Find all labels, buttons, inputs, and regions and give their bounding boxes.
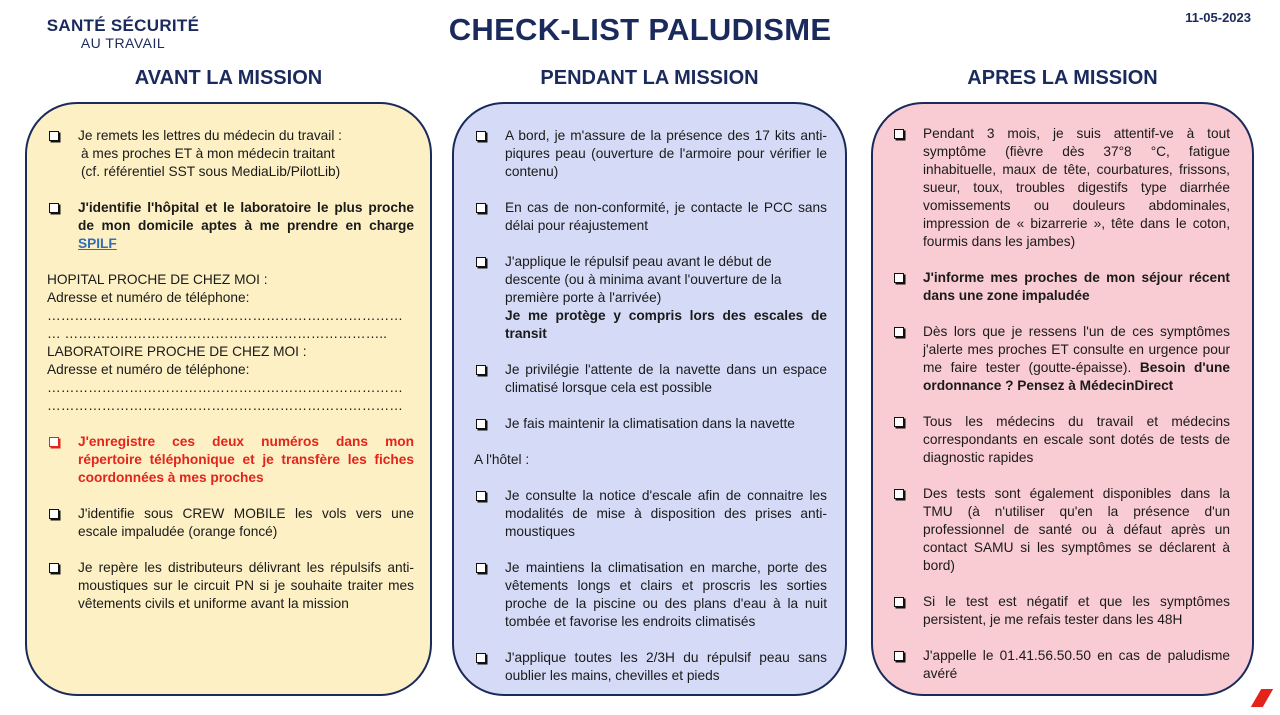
checklist-item (892, 413, 1230, 467)
panel-during-mission (452, 102, 847, 696)
hospital-fill-line[interactable]: … …………………………………………………………….. (47, 326, 387, 341)
checkbox-icon[interactable] (894, 129, 904, 139)
hospital-title: HOPITAL PROCHE DE CHEZ MOI : (47, 272, 268, 287)
item-text: Je remets les lettres du médecin du travail : (78, 128, 342, 143)
item-text: Je maintiens la climatisation en marche, porte des vêtements longs et clairs et proscris les sorties proche de la piscine ou des plans d'eau à la nuit tombée et favorise les endroits climatisés (505, 560, 827, 629)
checklist-item-alert (47, 433, 414, 487)
checkbox-icon[interactable] (894, 489, 904, 499)
item-text: En cas de non-conformité, je contacte le PCC sans délai pour réajustement (505, 200, 827, 233)
hospital-fill-line[interactable]: …………………………………………………………………… (47, 308, 403, 323)
hospital-subtitle: Adresse et numéro de téléphone: (47, 290, 250, 305)
checklist-item (474, 253, 827, 343)
checklist-item (474, 559, 827, 631)
heading-before-mission: AVANT LA MISSION (134, 67, 323, 89)
item-text: J'applique toutes les 2/3H du répulsif peau sans oublier les mains, chevilles et pieds (505, 650, 827, 683)
item-text-bold: Besoin d'une ordonnance ? Pensez à MédecinDirect (923, 360, 1230, 393)
item-text: J'enregistre ces deux numéros dans mon répertoire téléphonique et je transfère les fiches coordonnées à mes proches (78, 434, 414, 485)
item-text-bold: Je me protège y compris lors des escales de transit (505, 308, 827, 341)
item-text: (cf. référentiel SST sous MediaLib/PilotLib) (81, 164, 341, 179)
hospital-address-block (47, 271, 414, 415)
lab-title: LABORATOIRE PROCHE DE CHEZ MOI : (47, 344, 307, 359)
checkbox-icon[interactable] (894, 651, 904, 661)
checklist-item (892, 125, 1230, 251)
checklist-item (474, 127, 827, 181)
hotel-label: A l'hôtel : (474, 452, 530, 467)
item-text: Dès lors que je ressens l'un de ces symptômes j'alerte mes proches ET consulte en urgence pour me faire tester (goutte-épaisse). (923, 324, 1230, 375)
checkbox-icon[interactable] (894, 597, 904, 607)
checklist-item (474, 487, 827, 541)
heading-after-mission: APRES LA MISSION (967, 67, 1158, 89)
item-text: Je repère les distributeurs délivrant les répulsifs anti-moustiques sur le circuit PN si je souhaite traiter mes vêtements civils et uniforme avant la mission (78, 560, 414, 611)
item-text: J'applique le répulsif peau avant le début de descente (ou à minima avant l'ouverture de la première porte à l'arrivée) (505, 254, 782, 305)
page-title: CHECK-LIST PALUDISME (448, 12, 832, 47)
item-text: Je fais maintenir la climatisation dans la navette (505, 416, 795, 431)
checkbox-icon[interactable] (49, 509, 59, 519)
item-text: à mes proches ET à mon médecin traitant (81, 146, 335, 161)
item-text: J'appelle le 01.41.56.50.50 en cas de paludisme avéré (923, 648, 1230, 681)
checklist-item (892, 269, 1230, 305)
checklist-item (892, 647, 1230, 683)
checklist-item (47, 199, 414, 253)
item-text: J'identifie sous CREW MOBILE les vols vers une escale impaludée (orange foncé) (78, 506, 414, 539)
checklist-item (892, 593, 1230, 629)
checkbox-icon[interactable] (476, 419, 486, 429)
checkbox-icon[interactable] (476, 365, 486, 375)
panel-before-mission (25, 102, 432, 696)
checkbox-icon[interactable] (476, 203, 486, 213)
checklist-item (474, 199, 827, 235)
panel-after-mission (871, 102, 1254, 696)
item-text: J'identifie l'hôpital et le laboratoire le plus proche de mon domicile aptes à me prendre en charge (78, 200, 414, 233)
item-text: Pendant 3 mois, je suis attentif-ve à tout symptôme (fièvre dès 37°8 °C, fatigue inhabituelle, maux de tête, courbatures, frissons, sueur, toux, troubles digestifs type diarrhée vomissements ou douleurs abdominales, impression de « bizarrerie », tête dans le coton, fourmis dans les jambes) (923, 126, 1230, 249)
document-date: 11-05-2023 (1185, 10, 1251, 25)
checkbox-icon[interactable] (476, 653, 486, 663)
item-text: Je privilégie l'attente de la navette dans un espace climatisé lorsque cela est possible (505, 362, 827, 395)
checklist-item (474, 415, 827, 433)
item-text: Des tests sont également disponibles dans la TMU (à n'utiliser qu'en la présence d'un professionnel de santé ou à défaut après un contact SAMU si les symptômes se déclarent à bord) (923, 486, 1230, 573)
item-text: A bord, je m'assure de la présence des 17 kits anti-piqures peau (ouverture de l'armoire pour vérifier le contenu) (505, 128, 827, 179)
item-text: Tous les médecins du travail et médecins correspondants en escale sont dotés de tests de diagnostic rapides (923, 414, 1230, 465)
checkbox-icon[interactable] (894, 273, 904, 283)
checklist-item (892, 485, 1230, 575)
item-text: Si le test est négatif et que les symptômes persistent, je me refais tester dans les 48H (923, 594, 1230, 627)
checkbox-icon[interactable] (476, 563, 486, 573)
logo-line2: AU TRAVAIL (80, 35, 166, 51)
lab-fill-line[interactable]: …………………………………………………………………… (47, 380, 403, 395)
item-text: J'informe mes proches de mon séjour récent dans une zone impaludée (923, 270, 1230, 303)
checkbox-icon[interactable] (894, 417, 904, 427)
heading-during-mission: PENDANT LA MISSION (540, 67, 759, 89)
checkbox-icon[interactable] (476, 131, 486, 141)
item-text: Je consulte la notice d'escale afin de connaitre les modalités de mise à disposition des prises anti-moustiques (505, 488, 827, 539)
checklist-item (474, 649, 827, 685)
lab-fill-line[interactable]: …………………………………………………………………… (47, 398, 403, 413)
brand-corner-icon (1251, 689, 1273, 707)
logo-line1: SANTÉ SÉCURITÉ (46, 16, 200, 35)
checkbox-icon[interactable] (476, 491, 486, 501)
checkbox-icon[interactable] (894, 327, 904, 337)
checklist-item (47, 559, 414, 613)
checklist-item (474, 361, 827, 397)
checklist-item (47, 505, 414, 541)
checklist-item (892, 323, 1230, 395)
checkbox-icon[interactable] (49, 563, 59, 573)
checklist-item (47, 127, 414, 181)
checkbox-icon[interactable] (476, 257, 486, 267)
checkbox-icon[interactable] (49, 437, 59, 447)
lab-subtitle: Adresse et numéro de téléphone: (47, 362, 250, 377)
checkbox-icon[interactable] (49, 203, 59, 213)
spilf-link[interactable]: SPILF (78, 236, 117, 251)
checkbox-icon[interactable] (49, 131, 59, 141)
